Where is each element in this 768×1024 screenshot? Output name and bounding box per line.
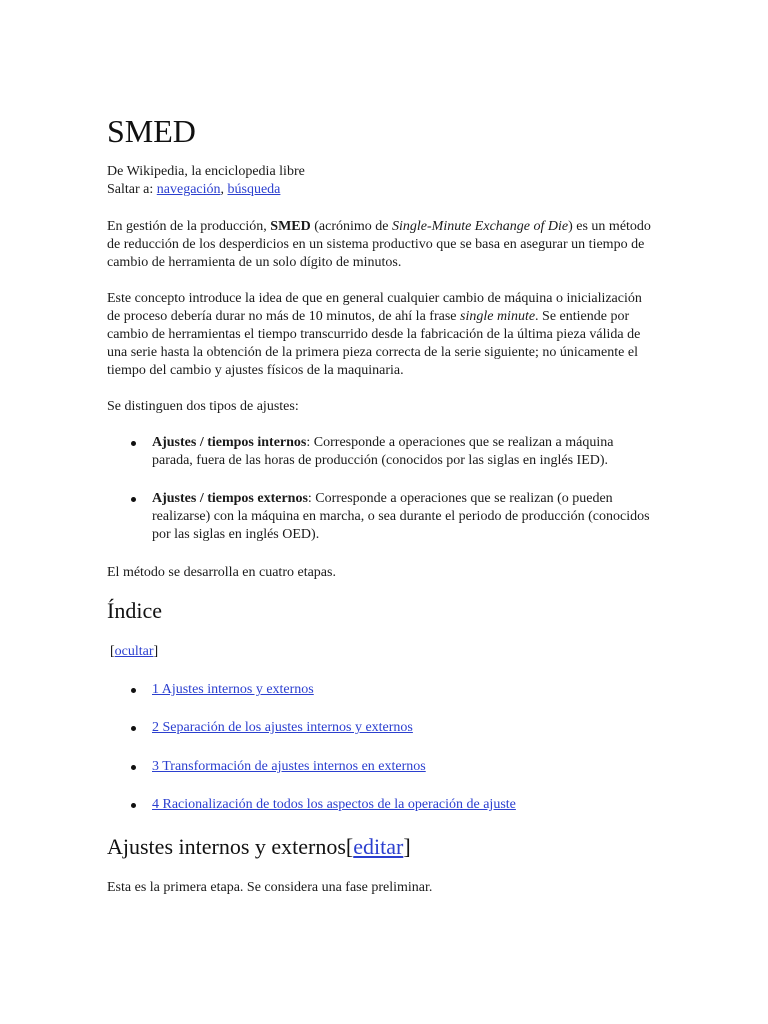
adjustment-types-list <box>107 434 655 544</box>
list-item <box>107 434 655 470</box>
bracket-close: ] <box>403 834 411 859</box>
toc-link-1[interactable]: 1 Ajustes internos y externos <box>152 682 314 697</box>
toc-heading: Índice <box>107 598 162 623</box>
bracket-close: ] <box>153 644 159 659</box>
intro-paragraph-3: Se distinguen dos tipos de ajustes: <box>107 399 299 414</box>
section-heading-text: Ajustes internos y externos <box>107 834 346 859</box>
toc-item <box>107 758 426 776</box>
term-smed: SMED <box>270 219 311 234</box>
intro-text: ) es un método de reducción de los desperdicios en un sistema productivo que se basa en asegurar un tiempo de cambio de herramienta de un solo dígito de minutos. <box>107 219 651 270</box>
list-item-term: Ajustes / tiempos externos <box>152 491 308 506</box>
toc-item <box>107 719 413 737</box>
intro-paragraph-2 <box>107 290 655 380</box>
intro-paragraph-4: El método se desarrolla en cuatro etapas. <box>107 565 336 580</box>
bullet-icon <box>131 765 136 770</box>
page-title: SMED <box>107 113 196 149</box>
term-expansion: Single-Minute Exchange of Die <box>392 219 569 234</box>
jump-separator: , <box>220 182 228 197</box>
jump-navigation-link[interactable]: navegación <box>156 182 221 197</box>
toc-toggle <box>110 643 158 661</box>
toc-link-4[interactable]: 4 Racionalización de todos los aspectos de la operación de ajuste <box>152 797 516 812</box>
bullet-icon <box>131 726 136 731</box>
jump-prefix: Saltar a: <box>107 182 157 197</box>
list-item <box>107 490 655 544</box>
bullet-icon <box>131 803 136 808</box>
intro-paragraph-1 <box>107 218 655 272</box>
term-single-minute: single minute <box>460 309 536 324</box>
bullet-icon <box>131 497 136 502</box>
intro-text: En gestión de la producción, <box>107 219 271 234</box>
jump-search-link[interactable]: búsqueda <box>227 182 281 197</box>
list-item-term: Ajustes / tiempos internos <box>152 435 307 450</box>
section-heading <box>107 833 411 861</box>
list-item-text: : Corresponde a operaciones que se realizan a máquina parada, fuera de las horas de producción (conocidos por las siglas en inglés IED). <box>152 435 614 468</box>
edit-section-link[interactable]: editar <box>353 834 404 859</box>
list-item-text: : Corresponde a operaciones que se realizan (o pueden realizarse) con la máquina en marcha, o sea durante el periodo de producción (conocidos por las siglas en inglés OED). <box>152 491 650 542</box>
intro-text: . Se entiende por cambio de herramientas el tiempo transcurrido desde la fabricación de la última pieza válida de una serie hasta la obtención de la primera pieza correcta de la serie siguiente; no únicamente el tiempo del cambio y ajustes físicos de la maquinaria. <box>107 309 641 378</box>
section-paragraph: Esta es la primera etapa. Se considera una fase preliminar. <box>107 880 433 895</box>
intro-text: (acrónimo de <box>310 219 392 234</box>
toc-item <box>107 796 516 814</box>
tagline: De Wikipedia, la enciclopedia libre <box>107 164 305 179</box>
intro-text: Este concepto introduce la idea de que en general cualquier cambio de máquina o inicialización de proceso debería durar no más de 10 minutos, de ahí la frase <box>107 291 642 324</box>
toc-item <box>107 681 314 699</box>
toc-link-2[interactable]: 2 Separación de los ajustes internos y externos <box>152 720 413 735</box>
bullet-icon <box>131 688 136 693</box>
toc-hide-link[interactable]: ocultar <box>114 644 154 659</box>
jump-links <box>107 181 655 199</box>
bracket-open: [ <box>345 834 354 859</box>
toc-link-3[interactable]: 3 Transformación de ajustes internos en externos <box>152 759 426 774</box>
site-sub <box>107 163 655 199</box>
bracket-open: [ <box>110 644 115 659</box>
bullet-icon <box>131 441 136 446</box>
